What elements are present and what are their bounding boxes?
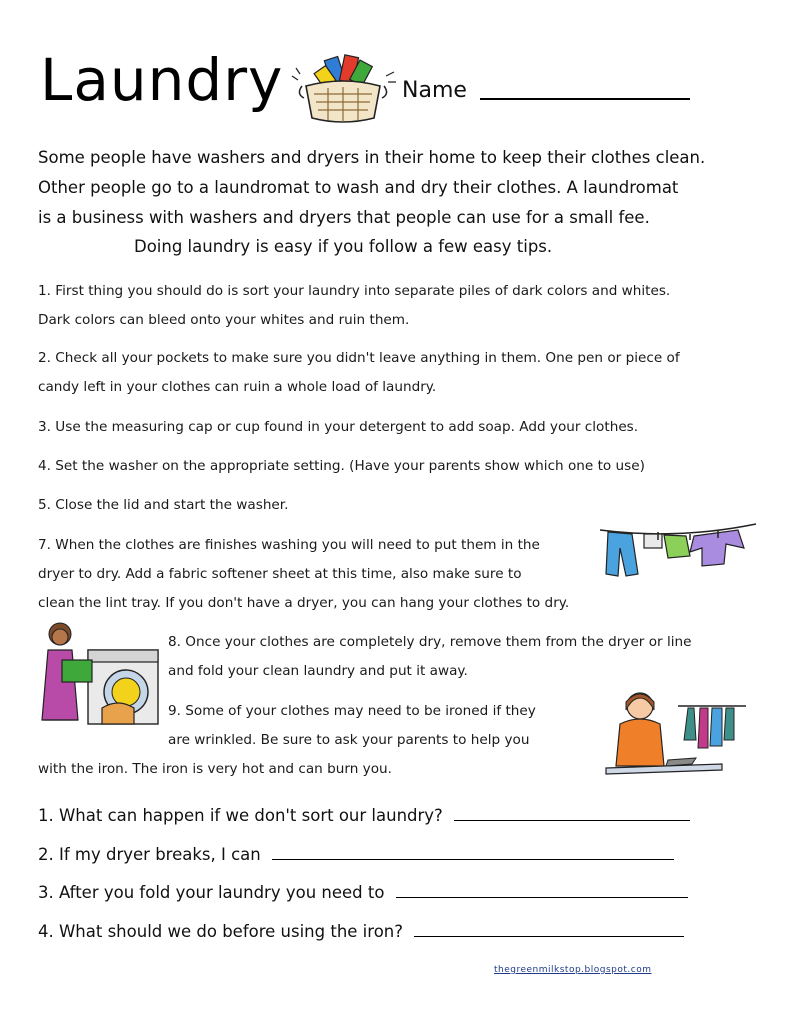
intro-line-1: Some people have washers and dryers in their home to keep their clothes clean.: [38, 148, 706, 167]
question-2: [38, 845, 674, 865]
question-4-text: 4. What should we do before using the iron?: [38, 922, 403, 941]
name-label: Name: [402, 78, 467, 103]
step-8-line-2: and fold your clean laundry and put it away.: [168, 663, 468, 679]
step-2-line-2: candy left in your clothes can ruin a whole load of laundry.: [38, 379, 437, 395]
question-1-answer-blank[interactable]: [454, 806, 690, 821]
washing-machine-woman-icon: [38, 620, 163, 728]
step-8-line-1: 8. Once your clothes are completely dry, remove them from the dryer or line: [168, 634, 692, 650]
intro-line-3: is a business with washers and dryers that people can use for a small fee.: [38, 208, 650, 227]
question-1: [38, 806, 690, 826]
step-2-line-1: 2. Check all your pockets to make sure you didn't leave anything in them. One pen or piece of: [38, 350, 680, 366]
ironing-woman-icon: [604, 688, 750, 780]
step-3: 3. Use the measuring cap or cup found in your detergent to add soap. Add your clothes.: [38, 419, 639, 435]
step-1-line-1: 1. First thing you should do is sort your laundry into separate piles of dark colors and whites.: [38, 283, 671, 299]
intro-line-4: Doing laundry is easy if you follow a few easy tips.: [134, 237, 553, 256]
question-4-answer-blank[interactable]: [414, 922, 684, 937]
step-5: 5. Close the lid and start the washer.: [38, 497, 289, 513]
question-3-answer-blank[interactable]: [396, 883, 688, 898]
question-2-text: 2. If my dryer breaks, I can: [38, 845, 261, 864]
footer-credit-link[interactable]: thegreenmilkstop.blogspot.com: [494, 965, 652, 975]
intro-line-2: Other people go to a laundromat to wash and dry their clothes. A laundromat: [38, 178, 679, 197]
question-4: [38, 922, 684, 942]
question-1-text: 1. What can happen if we don't sort our laundry?: [38, 806, 443, 825]
laundry-basket-icon: [288, 52, 398, 132]
question-3-text: 3. After you fold your laundry you need to: [38, 883, 385, 902]
step-9-line-2: are wrinkled. Be sure to ask your parents to help you: [168, 732, 530, 748]
step-9-line-3: with the iron. The iron is very hot and can burn you.: [38, 761, 392, 777]
step-7-line-3: clean the lint tray. If you don't have a dryer, you can hang your clothes to dry.: [38, 595, 570, 611]
step-1-line-2: Dark colors can bleed onto your whites and ruin them.: [38, 312, 410, 328]
page-title: Laundry: [40, 46, 284, 114]
step-7-line-2: dryer to dry. Add a fabric softener sheet at this time, also make sure to: [38, 566, 522, 582]
question-2-answer-blank[interactable]: [272, 845, 674, 860]
question-3: [38, 883, 688, 903]
name-answer-blank[interactable]: [480, 98, 690, 100]
clothesline-icon: [598, 518, 758, 588]
step-7-line-1: 7. When the clothes are finishes washing you will need to put them in the: [38, 537, 540, 553]
step-4: 4. Set the washer on the appropriate setting. (Have your parents show which one to use): [38, 458, 645, 474]
step-9-line-1: 9. Some of your clothes may need to be ironed if they: [168, 703, 536, 719]
